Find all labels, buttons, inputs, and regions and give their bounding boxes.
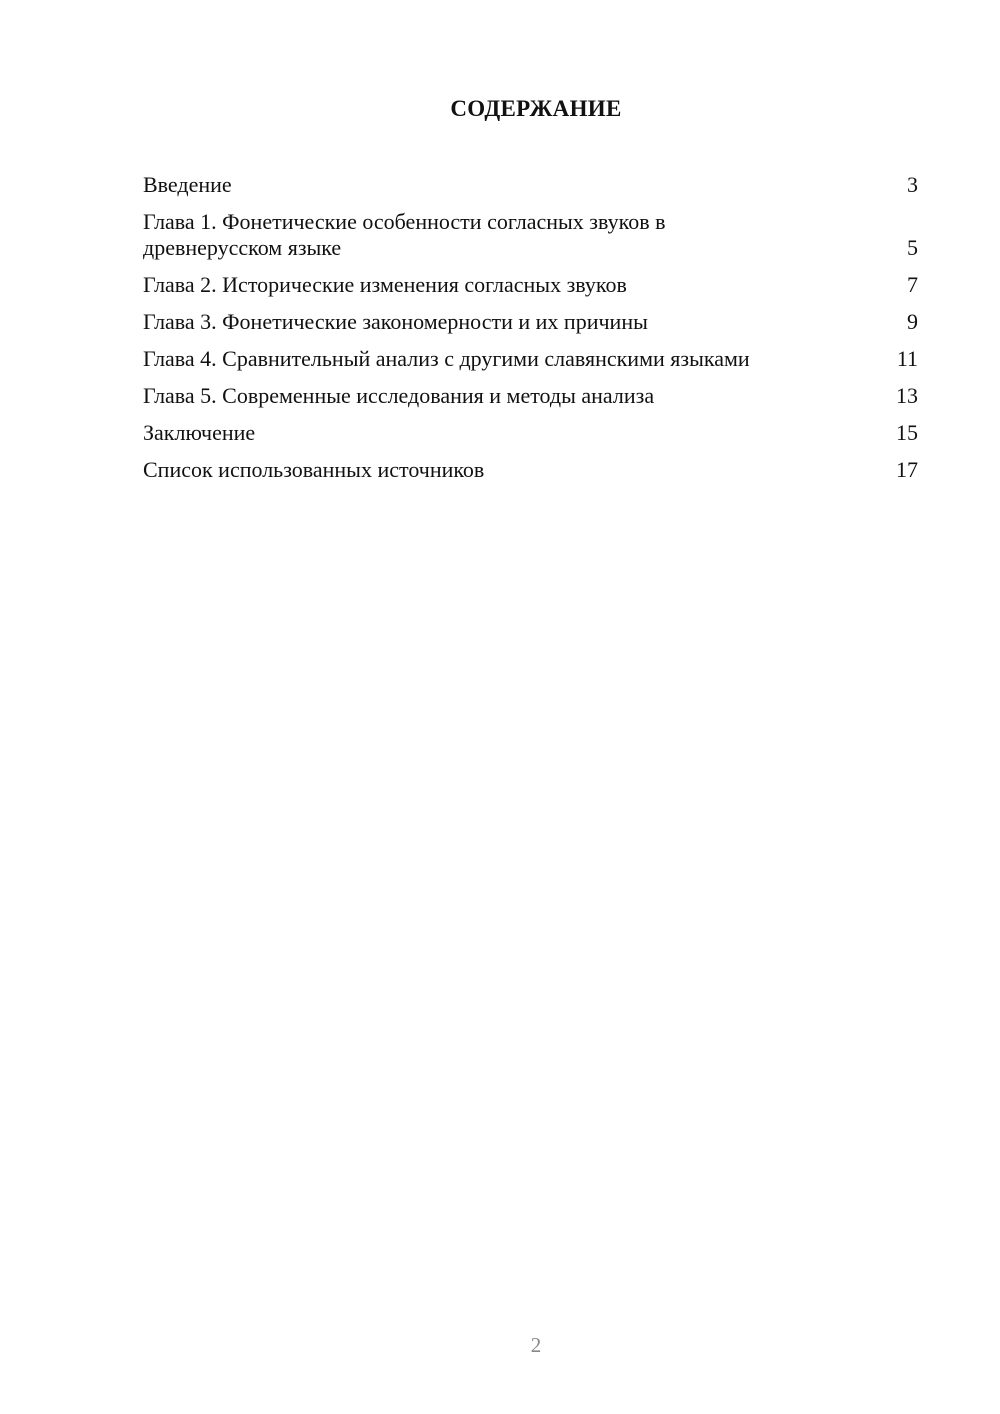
toc-entry-text: Глава 1. Фонетические особенности согласных звуков в древнерусском языке: [143, 209, 666, 260]
toc-entry-page: 9: [907, 309, 918, 334]
toc-entry-introduction: [143, 172, 918, 198]
toc-entry-text: Глава 4. Сравнительный анализ с другими славянскими языками: [143, 346, 750, 371]
toc-entry-text: Глава 5. Современные исследования и методы анализа: [143, 383, 655, 408]
table-of-contents: [143, 172, 918, 494]
toc-entry-page: 3: [907, 172, 918, 197]
toc-entry-text: Список использованных источников: [143, 457, 485, 482]
toc-entry-chapter-5: [143, 383, 918, 409]
toc-entry-page: 7: [907, 272, 918, 297]
toc-entry-page: 15: [896, 420, 918, 445]
toc-title: СОДЕРЖАНИЕ: [450, 96, 622, 121]
page-number: 2: [530, 1333, 542, 1357]
toc-entry-chapter-1: [143, 209, 918, 261]
toc-entry-page: 5: [907, 235, 918, 260]
toc-entry-text: Заключение: [143, 420, 256, 445]
toc-entry-chapter-2: [143, 272, 918, 298]
toc-entry-text: Введение: [143, 172, 232, 197]
toc-entry-text: Глава 2. Исторические изменения согласных звуков: [143, 272, 627, 297]
toc-entry-text: Глава 3. Фонетические закономерности и их причины: [143, 309, 648, 334]
toc-entry-references: [143, 457, 918, 483]
toc-entry-page: 13: [896, 383, 918, 408]
toc-entry-chapter-4: [143, 346, 918, 372]
toc-entry-page: 11: [896, 346, 918, 371]
toc-entry-page: 17: [896, 457, 918, 482]
toc-entry-conclusion: [143, 420, 918, 446]
toc-entry-chapter-3: [143, 309, 918, 335]
